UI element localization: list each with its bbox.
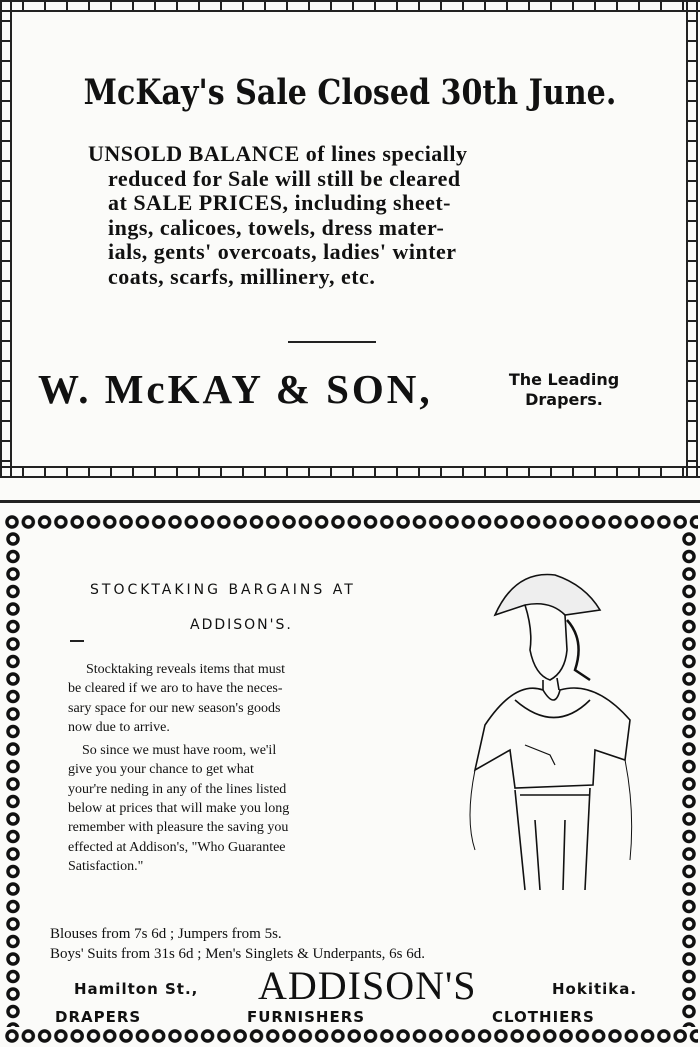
body-line: Satisfaction." (68, 858, 144, 874)
woman-illustration (455, 560, 645, 895)
body-line: So since we must have room, we'il (82, 743, 277, 759)
tagline-line: The Leading (508, 370, 620, 389)
mckay-body (88, 142, 468, 289)
body-line: ials, gents' overcoats, ladies' winter (108, 239, 457, 264)
price-list (50, 924, 425, 964)
border-top (0, 0, 700, 12)
star-border-right (680, 531, 698, 1027)
body-line: be cleared if we aro to have the neces- (68, 681, 283, 697)
body-line: Stocktaking reveals items that must (86, 662, 286, 677)
border-left (0, 0, 12, 478)
address: Hamilton St., (74, 980, 199, 998)
trade-furnishers: FURNISHERS (247, 1008, 366, 1026)
trade-drapers: DRAPERS (55, 1008, 142, 1026)
body-line: below at prices that will make you long (68, 801, 290, 817)
body-line: sary space for our new season's goods (68, 700, 281, 716)
price-line: Blouses from 7s 6d ; Jumpers from 5s. (50, 926, 282, 942)
addison-body (68, 660, 289, 876)
mckay-headline: McKay's Sale Closed 30th June. (83, 72, 617, 113)
body-line: now due to arrive. (68, 719, 170, 735)
star-border-left (4, 531, 22, 1027)
star-border-bottom (4, 1027, 698, 1045)
mckay-signature: W. McKAY & SON, (38, 366, 433, 412)
tagline-line: Drapers. (525, 390, 603, 409)
town: Hokitika. (552, 980, 638, 998)
body-line: your're neding in any of the lines listed (68, 781, 287, 797)
body-line: remember with pleasure the saving you (68, 820, 289, 836)
trade-clothiers: CLOTHIERS (492, 1008, 595, 1026)
body-line: effected at Addison's, "Who Guarantee (68, 839, 286, 855)
star-border-top (4, 513, 698, 531)
body-line: reduced for Sale will still be cleared (108, 165, 461, 191)
addison-heading: STOCKTAKING BARGAINS AT (90, 582, 356, 598)
body-line: UNSOLD BALANCE of lines specially (88, 141, 468, 166)
border-bottom (0, 466, 700, 478)
body-line: give you your chance to get what (68, 762, 254, 778)
column-separator (0, 500, 700, 503)
addison-subheading: ADDISON'S. (190, 617, 293, 633)
body-line: at SALE PRICES, including sheet- (108, 190, 452, 215)
body-line: coats, scarfs, millinery, etc. (108, 263, 376, 289)
short-rule (70, 640, 84, 642)
addison-name: ADDISON'S (258, 963, 477, 1008)
mckay-tagline (494, 370, 634, 410)
body-line: ings, calicoes, towels, dress mater- (108, 214, 445, 240)
divider-rule (288, 341, 376, 343)
border-right (686, 0, 698, 478)
price-line: Boys' Suits from 31s 6d ; Men's Singlets & Underpants, 6s 6d. (50, 946, 425, 962)
